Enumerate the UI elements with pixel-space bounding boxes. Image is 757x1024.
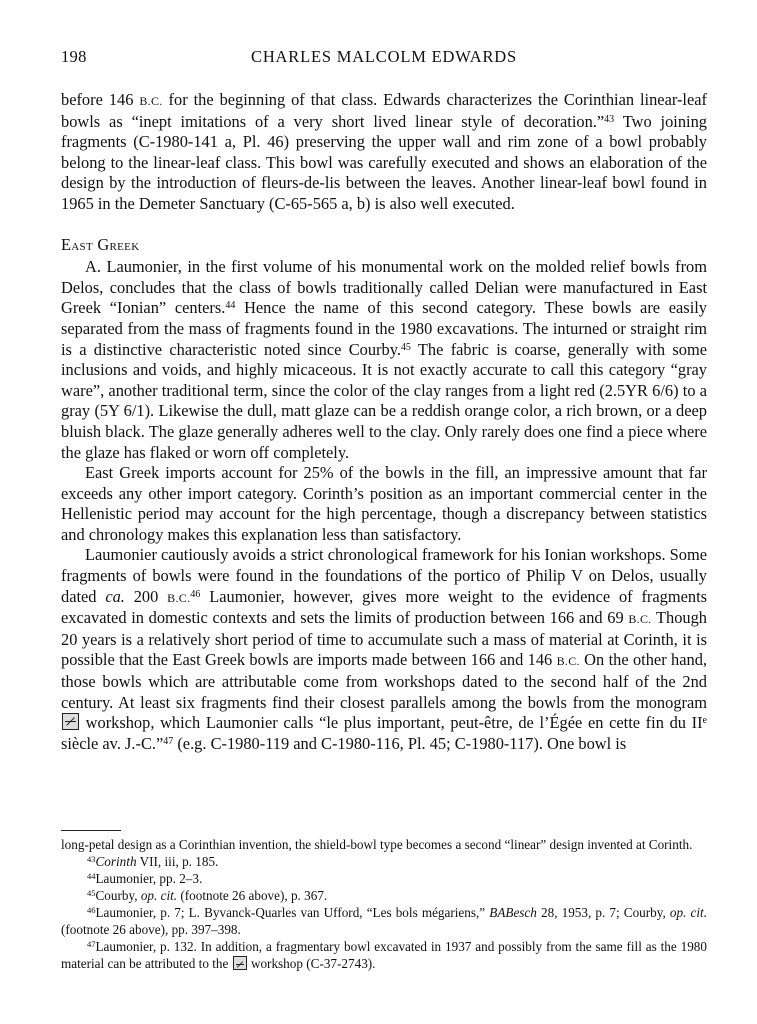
monogram-icon	[62, 713, 79, 730]
footnote-47: $^{47}$Laumonier, p. 132. In addition, a fragmentary bowl excavated in 1937 and possibly from the same fill as the 1980 material can be attributed to the workshop (C-37-2743).	[61, 939, 707, 971]
paragraph-2: A. Laumonier, in the first volume of his monumental work on the molded relief bowls from Delos, concludes that the class of bowls traditionally called Delian were manufactured in East Greek “Ionian” centers.$^{44}$ Hence the name of this second category. These bowls are easily separated from the mass of fragments found in the 1980 excavations. The inturned or straight rim is a distinctive characteristic noted since Courby.$^{45}$ The fabric is coarse, generally with some inclusions and voids, and highly micaceous. It is not exactly accurate to call this category “gray ware”, another traditional term, since the color of the clay ranges from a light red (2.5YR 6/6) to a gray (5Y 6/1). Likewise the dull, matt glaze can be a reddish orange color, a rich brown, or a deep bluish black. The glaze generally adheres well to the clay. Only rarely does one find a piece where the glaze has flaked or worn off completely.	[61, 257, 707, 462]
footnote-continuation: long-petal design as a Corinthian invention, the shield-bowl type becomes a second “linear” design invented at Corinth.	[61, 837, 693, 852]
footnotes	[61, 836, 707, 972]
footnote-45: $^{45}$Courby, op. cit. (footnote 26 above), p. 367.	[87, 888, 328, 903]
running-header	[61, 47, 707, 71]
section-heading: East Greek	[61, 234, 140, 254]
monogram-icon	[233, 956, 247, 970]
page-number: 198	[61, 47, 87, 66]
footnote-ref-46[interactable]: 46	[190, 588, 201, 600]
footnote-ref-47[interactable]: 47	[163, 735, 174, 747]
footnote-ref-43[interactable]: 43	[604, 113, 615, 125]
body-text	[61, 90, 707, 754]
footnote-46: $^{46}$Laumonier, p. 7; L. Byvanck-Quarles van Ufford, “Les bols mégariens,” BABesch 28, 1953, p. 7; Courby, op. cit. (footnote 26 above), pp. 397–398.	[61, 905, 707, 937]
paragraph-1: before 146 B.C. for the beginning of that class. Edwards characterizes the Corinthian linear-leaf bowls as “inept imitations of a very short lived linear style of decoration.”$^{43}$ Two joining fragments (C-1980-141 a, Pl. 46) preserving the upper wall and rim zone of a bowl probably belong to the linear-leaf class. This bowl was carefully executed and shows an elaboration of the design by the introduction of fleurs-de-lis between the leaves. Another linear-leaf bowl found in 1965 in the Demeter Sanctuary (C-65-565 a, b) is also well executed.	[61, 90, 707, 213]
footnote-44: $^{44}$Laumonier, pp. 2–3.	[87, 871, 203, 886]
footnote-ref-44[interactable]: 44	[225, 300, 236, 312]
footnote-rule	[61, 830, 121, 831]
footnote-ref-45[interactable]: 45	[400, 341, 411, 353]
running-title: CHARLES MALCOLM EDWARDS	[251, 47, 517, 66]
paragraph-4: Laumonier cautiously avoids a strict chronological framework for his Ionian workshops. Some fragments of bowls were found in the foundations of the portico of Philip V on Delos, usually dated ca. 200 B.C.$^{46}$ Laumonier, however, gives more weight to the evidence of fragments excavated in domestic contexts and sets the limits of production between 166 and 69 B.C. Though 20 years is a relatively short period of time to accumulate such a mass of material at Corinth, it is possible that the East Greek bowls are imports made between 166 and 146 B.C. On the other hand, those bowls which are attributable come from workshops dated to the second half of the 2nd century. At least six fragments find their closest parallels among the bowls from the monogram workshop, which Laumonier calls “le plus important, peut-être, de l’Égée en cette fin du IIe siècle av. J.-C.”$^{47}$ (e.g. C-1980-119 and C-1980-116, Pl. 45; C-1980-117). One bowl is	[61, 545, 708, 753]
paragraph-3: East Greek imports account for 25% of the bowls in the fill, an impressive amount that far exceeds any other import category. Corinth’s position as an important commercial center in the Hellenistic period may account for the high percentage, though a discrepancy between statistics and chronology makes this explanation less than satisfactory.	[61, 463, 707, 544]
footnote-43: $^{43}$Corinth VII, iii, p. 185.	[87, 854, 219, 869]
